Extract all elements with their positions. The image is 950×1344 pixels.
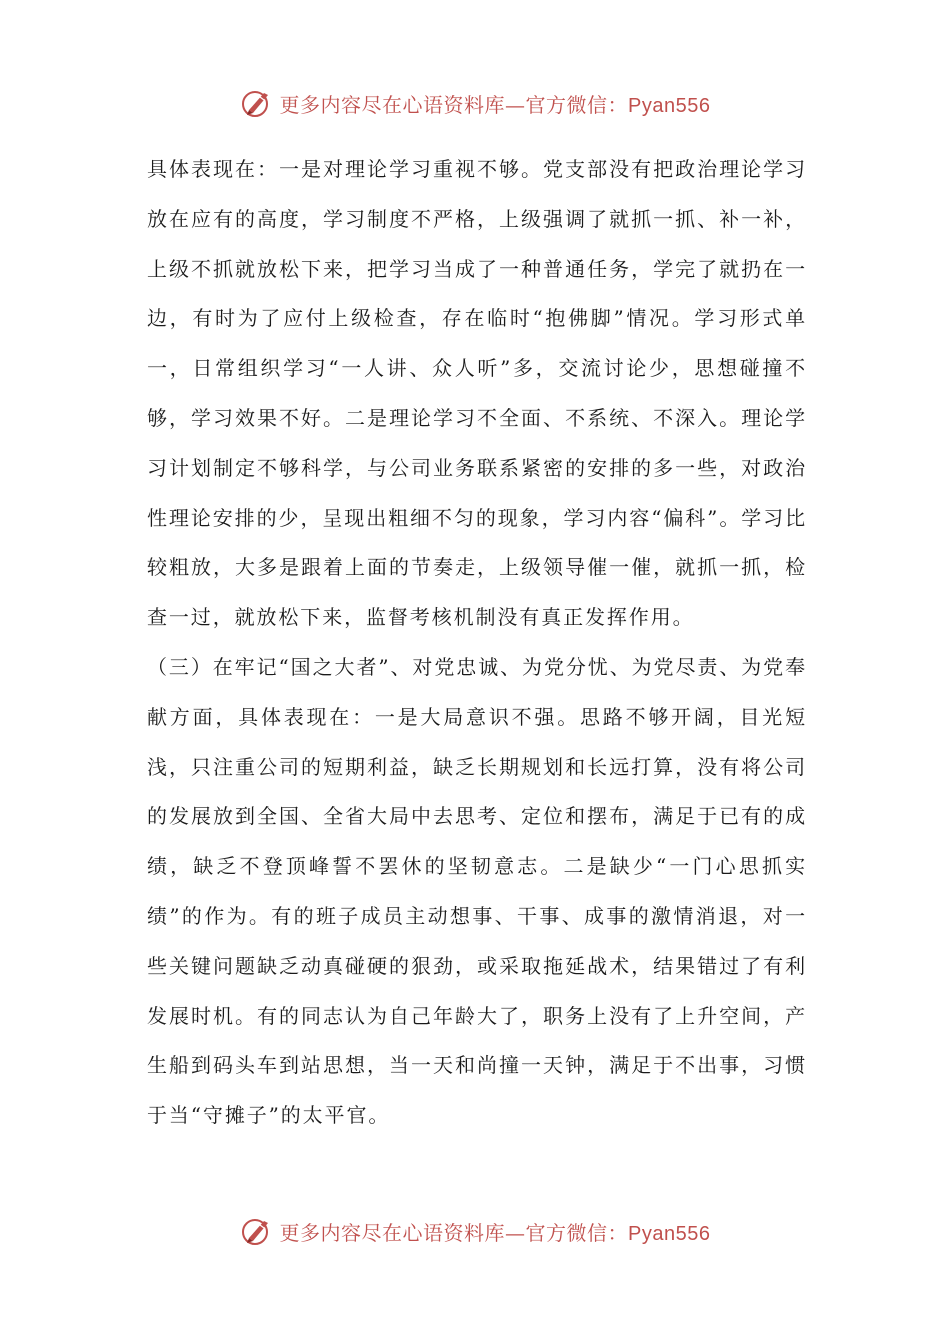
wechat-id: Pyan556	[628, 94, 711, 117]
banner-text: 更多内容尽在心语资料库—官方微信：Pyan556	[279, 1220, 711, 1245]
paragraph: 具体表现在：一是对理论学习重视不够。党支部没有把政治理论学习放在应有的高度，学习制度不严格，上级强调了就抓一抓、补一补，上级不抓就放松下来，把学习当成了一种普通任务，学完了就扔在一边，有时为了应付上级检查，存在临时“抱佛脚”情况。学习形式单一，日常组织学习“一人讲、众人听”多，交流讨论少，思想碰撞不够，学习效果不好。二是理论学习不全面、不系统、不深入。理论学习计划制定不够科学，与公司业务联系紧密的安排的多一些，对政治性理论安排的少，呈现出粗细不匀的现象，学习内容“偏科”。学习比较粗放，大多是跟着上面的节奏走，上级领导催一催，就抓一抓，检查一过，就放松下来，监督考核机制没有真正发挥作用。	[147, 157, 807, 630]
document-body	[147, 145, 807, 1141]
pen-nib-circle-icon	[240, 1214, 274, 1248]
header-banner	[0, 83, 950, 123]
paragraph: （三）在牢记“国之大者”、对党忠诚、为党分忧、为党尽责、为党奉献方面，具体表现在：一是大局意识不强。思路不够开阔，目光短浅，只注重公司的短期利益，缺乏长期规划和长远打算，没有将公司的发展放到全国、全省大局中去思考、定位和摆布，满足于已有的成绩，缺乏不登顶峰誓不罢休的坚韧意志。二是缺少“一门心思抓实绩”的作为。有的班子成员主动想事、干事、成事的激情消退，对一些关键问题缺乏动真碰硬的狠劲，或采取拖延战术，结果错过了有利发展时机。有的同志认为自己年龄大了，职务上没有了上升空间，产生船到码头车到站思想，当一天和尚撞一天钟，满足于不出事，习惯于当“守摊子”的太平官。	[147, 654, 807, 1128]
pen-nib-circle-icon	[240, 86, 274, 120]
banner-text: 更多内容尽在心语资料库—官方微信：Pyan556	[279, 92, 711, 117]
footer-banner	[0, 1211, 950, 1251]
wechat-id: Pyan556	[628, 1222, 711, 1245]
